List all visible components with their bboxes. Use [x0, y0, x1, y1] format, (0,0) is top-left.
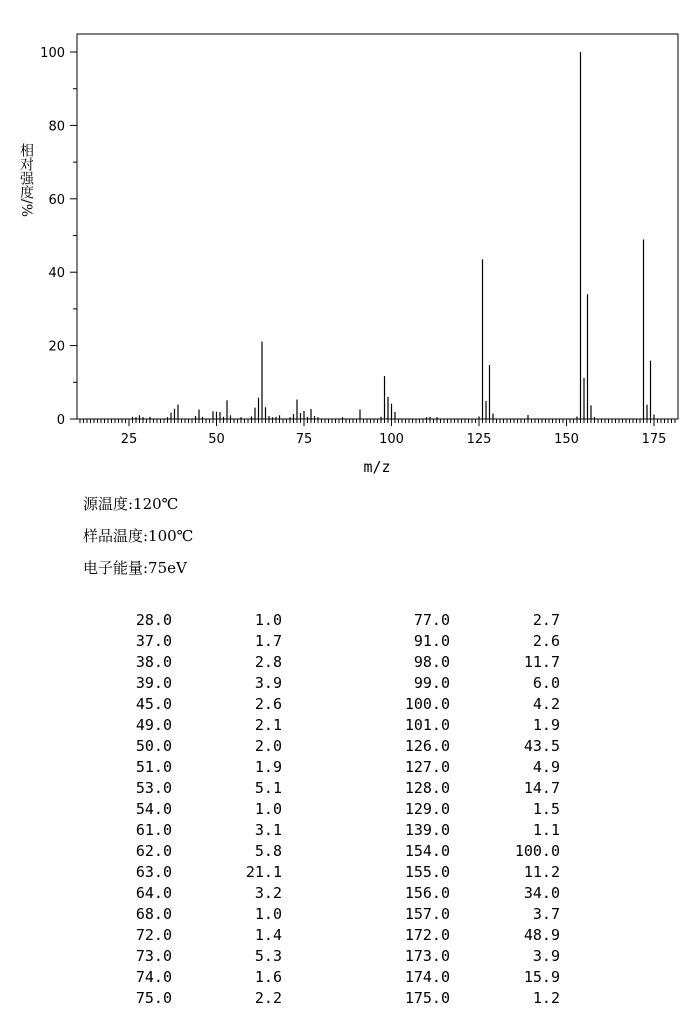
x-tick-label: 175	[641, 432, 667, 447]
peak-table-row	[0, 611, 687, 632]
x-tick-label: 150	[554, 432, 579, 447]
mz-value: 63.0	[135, 863, 172, 881]
mz-value: 155.0	[404, 863, 450, 881]
mz-value: 129.0	[404, 800, 450, 818]
x-tick-label: 50	[208, 432, 225, 447]
y-axis	[40, 46, 77, 428]
mz-value: 173.0	[404, 947, 450, 965]
x-axis	[80, 419, 675, 447]
mass-spectrum-chart	[0, 0, 687, 480]
intensity-value: 1.0	[254, 800, 282, 818]
mz-value: 54.0	[135, 800, 172, 818]
y-tick-label: 60	[48, 192, 65, 208]
mz-value: 127.0	[404, 758, 450, 776]
y-tick-label: 100	[40, 46, 65, 61]
peak-table-row	[0, 968, 687, 989]
intensity-value: 21.1	[245, 863, 282, 881]
intensity-value: 2.7	[532, 611, 560, 629]
peak-table-row	[0, 926, 687, 947]
intensity-value: 1.2	[532, 989, 560, 1007]
source-temperature: 源温度:120℃	[83, 495, 179, 513]
intensity-value: 2.1	[254, 716, 282, 734]
intensity-value: 4.2	[532, 695, 560, 713]
mz-value: 38.0	[135, 653, 172, 671]
intensity-value: 3.7	[532, 905, 560, 923]
sample-temperature: 样品温度:100℃	[83, 527, 194, 545]
mz-value: 101.0	[404, 716, 450, 734]
y-tick-label: 40	[48, 266, 65, 282]
intensity-value: 34.0	[523, 884, 560, 902]
mz-value: 100.0	[404, 695, 450, 713]
mz-value: 45.0	[135, 695, 172, 713]
intensity-value: 5.1	[254, 779, 282, 797]
intensity-value: 15.9	[523, 968, 560, 986]
intensity-value: 2.6	[254, 695, 282, 713]
peak-table-row	[0, 947, 687, 968]
intensity-value: 1.5	[532, 800, 560, 818]
mz-value: 172.0	[404, 926, 450, 944]
peak-table-row	[0, 758, 687, 779]
mz-value: 37.0	[135, 632, 172, 650]
intensity-value: 3.1	[254, 821, 282, 839]
x-axis-label: m/z	[363, 458, 391, 476]
intensity-value: 1.1	[532, 821, 560, 839]
intensity-value: 1.0	[254, 611, 282, 629]
mz-value: 49.0	[135, 716, 172, 734]
mz-value: 64.0	[135, 884, 172, 902]
intensity-value: 1.7	[254, 632, 282, 650]
mz-value: 175.0	[404, 989, 450, 1007]
x-tick-label: 75	[295, 432, 313, 447]
peak-table-row	[0, 842, 687, 863]
peak-table-row	[0, 779, 687, 800]
mz-value: 98.0	[413, 653, 450, 671]
mz-value: 51.0	[135, 758, 172, 776]
mz-value: 128.0	[404, 779, 450, 797]
peak-list-table	[0, 611, 687, 1010]
intensity-value: 2.2	[254, 989, 282, 1007]
intensity-value: 100.0	[514, 842, 560, 860]
x-tick-label: 100	[379, 432, 404, 447]
mz-value: 62.0	[135, 842, 172, 860]
peak-table-row	[0, 821, 687, 842]
intensity-value: 1.6	[254, 968, 282, 986]
peak-table-row	[0, 632, 687, 653]
intensity-value: 11.7	[523, 653, 560, 671]
intensity-value: 2.8	[254, 653, 282, 671]
mz-value: 139.0	[404, 821, 450, 839]
intensity-value: 6.0	[532, 674, 560, 692]
mz-value: 154.0	[404, 842, 450, 860]
mz-value: 126.0	[404, 737, 450, 755]
intensity-value: 1.9	[254, 758, 282, 776]
intensity-value: 5.8	[254, 842, 282, 860]
intensity-value: 3.2	[254, 884, 282, 902]
mz-value: 99.0	[413, 674, 450, 692]
intensity-value: 48.9	[523, 926, 560, 944]
mz-value: 74.0	[135, 968, 172, 986]
peak-bars	[133, 52, 655, 419]
peak-table-row	[0, 737, 687, 758]
y-tick-label: 80	[48, 119, 65, 135]
intensity-value: 1.4	[254, 926, 282, 944]
electron-energy: 电子能量:75eV	[83, 559, 187, 577]
mz-value: 156.0	[404, 884, 450, 902]
intensity-value: 43.5	[523, 737, 560, 755]
y-tick-label: 0	[56, 413, 65, 428]
intensity-value: 5.3	[254, 947, 282, 965]
mz-value: 91.0	[413, 632, 450, 650]
intensity-value: 4.9	[532, 758, 560, 776]
acquisition-conditions	[83, 494, 193, 590]
mz-value: 75.0	[135, 989, 172, 1007]
mz-value: 73.0	[135, 947, 172, 965]
mz-value: 50.0	[135, 737, 172, 755]
intensity-value: 2.6	[532, 632, 560, 650]
intensity-value: 11.2	[523, 863, 560, 881]
x-tick-label: 125	[466, 432, 492, 447]
peak-table-row	[0, 695, 687, 716]
mz-value: 28.0	[135, 611, 172, 629]
mz-value: 77.0	[413, 611, 450, 629]
intensity-value: 1.9	[532, 716, 560, 734]
peak-table-row	[0, 905, 687, 926]
mz-value: 157.0	[404, 905, 450, 923]
intensity-value: 3.9	[254, 674, 282, 692]
mz-value: 72.0	[135, 926, 172, 944]
x-tick-label: 25	[120, 432, 138, 447]
intensity-value: 2.0	[254, 737, 282, 755]
peak-table-row	[0, 863, 687, 884]
intensity-value: 1.0	[254, 905, 282, 923]
peak-table-row	[0, 716, 687, 737]
mz-value: 53.0	[135, 779, 172, 797]
peak-table-row	[0, 653, 687, 674]
mz-value: 61.0	[135, 821, 172, 839]
intensity-value: 14.7	[523, 779, 560, 797]
mz-value: 68.0	[135, 905, 172, 923]
y-tick-label: 20	[48, 339, 65, 355]
peak-table-row	[0, 884, 687, 905]
peak-table-row	[0, 989, 687, 1010]
peak-table-row	[0, 674, 687, 695]
mz-value: 174.0	[404, 968, 450, 986]
intensity-value: 3.9	[532, 947, 560, 965]
y-axis-label: 相对强度/%	[18, 142, 34, 218]
mz-value: 39.0	[135, 674, 172, 692]
peak-table-row	[0, 800, 687, 821]
